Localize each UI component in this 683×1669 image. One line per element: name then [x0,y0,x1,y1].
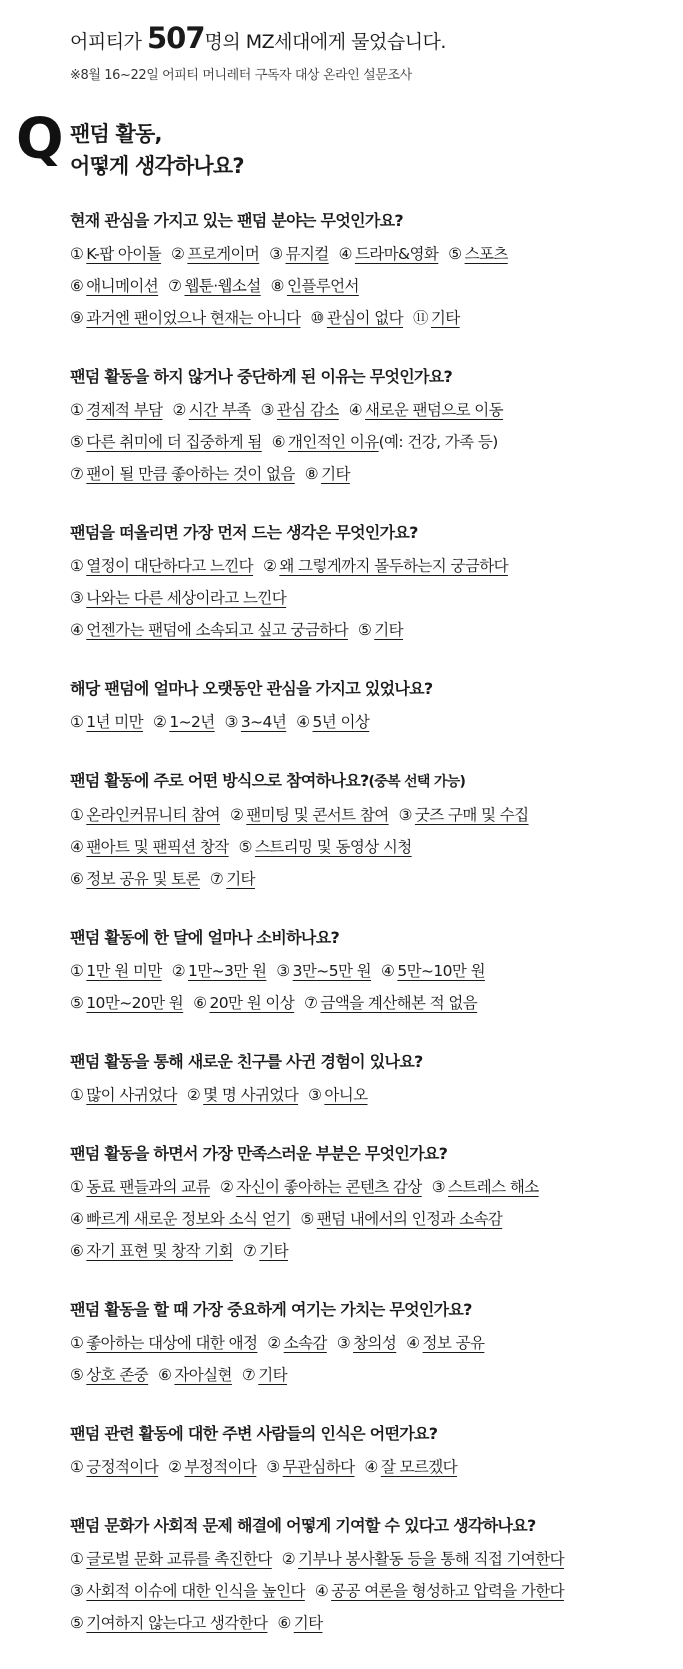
answer-option[interactable] [70,838,229,856]
answer-option[interactable] [187,1086,298,1104]
headline [70,18,446,62]
option-label: 사회적 이슈에 대한 인식을 높인다 [86,1582,305,1600]
option-label: 스포츠 [464,245,508,263]
option-number: ⑤ [70,994,84,1012]
answer-option[interactable] [239,838,412,856]
title-line-1: 팬덤 활동, [70,122,162,146]
option-label: 좋아하는 대상에 대한 애정 [86,1334,258,1352]
option-number: ① [70,1178,84,1196]
option-number: ① [70,1458,84,1476]
question-text [70,1513,670,1539]
answer-option[interactable] [230,806,389,824]
answer-option[interactable] [296,713,369,731]
option-row [70,799,670,831]
answer-option[interactable] [70,1366,148,1384]
answer-option[interactable] [70,962,162,980]
answer-option[interactable] [269,245,328,263]
option-number: ④ [338,245,352,263]
answer-option[interactable] [381,962,485,980]
answer-option[interactable] [315,1582,564,1600]
option-number: ⑥ [70,870,84,888]
option-number: ⑧ [304,465,319,483]
question-text [70,676,670,702]
question-text [70,208,670,234]
answer-option[interactable] [276,962,371,980]
option-label: 3~4년 [240,713,287,731]
answer-option[interactable] [432,1178,539,1196]
answer-option[interactable] [168,1458,256,1476]
option-number: ⑥ [271,433,286,451]
answer-option[interactable] [271,277,359,295]
option-label: 기타 [293,1614,323,1632]
option-number: ① [70,806,84,824]
option-label: 1년 미만 [86,713,144,731]
answer-option[interactable] [70,1458,158,1476]
answer-option[interactable] [70,1210,290,1228]
answer-option[interactable] [225,713,287,731]
option-row [70,1451,670,1483]
option-label: 정보 공유 [422,1334,485,1352]
option-label: 공공 여론을 형성하고 압력을 가한다 [331,1582,565,1600]
option-row [70,302,670,334]
option-row [70,582,670,614]
option-number: ③ [224,713,238,731]
answer-option[interactable] [193,994,294,1012]
option-label: 관심 감소 [276,401,339,419]
option-label: 온라인커뮤니티 참여 [86,806,220,824]
answer-option[interactable] [171,245,259,263]
option-number: ⑥ [193,994,207,1012]
option-row [70,955,670,987]
option-number: ② [229,806,244,824]
option-number: ④ [406,1334,420,1352]
question-block [70,520,670,646]
option-label: 굿즈 구매 및 수집 [414,806,529,824]
option-label: 동료 팬들과의 교류 [86,1178,210,1196]
answer-option[interactable] [263,557,508,575]
answer-option[interactable] [220,1178,422,1196]
headline-prefix: 어피티가 [70,31,147,53]
option-number: ⑤ [70,433,84,451]
option-number: ③ [336,1334,351,1352]
question-label: 현재 관심을 가지고 있는 팬덤 분야는 무엇인가요? [70,211,403,230]
answer-option[interactable] [70,1582,305,1600]
question-text [70,925,670,951]
option-label: 상호 존중 [86,1366,149,1384]
question-label: 팬덤 활동을 통해 새로운 친구를 사귄 경험이 있나요? [70,1052,423,1071]
option-label: 무관심하다 [282,1458,355,1476]
answer-option[interactable] [70,806,220,824]
option-number: ④ [70,1210,84,1228]
option-label: 스트리밍 및 동영상 시청 [254,838,412,856]
question-text [70,520,670,546]
option-label: 뮤지컬 [285,245,329,263]
question-label: 팬덤 활동을 할 때 가장 중요하게 여기는 가치는 무엇인가요? [70,1300,472,1319]
option-number: ⑥ [70,277,84,295]
section-title [70,118,244,182]
option-label: 빠르게 새로운 정보와 소식 얻기 [86,1210,291,1228]
option-label: 10만~20만 원 [86,994,184,1012]
option-number: ③ [266,1458,280,1476]
option-row [70,706,670,738]
option-row [70,1359,670,1391]
option-label: 다른 취미에 더 집중하게 됨 [86,433,262,451]
answer-option[interactable] [70,1334,257,1352]
answer-option[interactable] [261,401,339,419]
headline-suffix: 명의 MZ세대에게 물었습니다. [204,31,446,53]
option-row [70,1607,670,1639]
question-block [70,364,670,490]
option-row [70,1235,670,1267]
option-label: 드라마&영화 [354,245,439,263]
question-block [70,925,670,1019]
option-label: 20만 원 이상 [209,994,295,1012]
option-row [70,1171,670,1203]
option-number: ⑥ [158,1366,172,1384]
question-label: 팬덤 활동에 주로 어떤 방식으로 참여하나요? [70,771,369,790]
option-label: 언젠가는 팬덤에 소속되고 싶고 궁금하다 [86,621,348,639]
answer-option[interactable] [337,1334,396,1352]
option-number: ② [171,245,185,263]
option-label: 과거엔 팬이었으나 현재는 아니다 [86,309,301,327]
answer-option[interactable] [413,309,460,327]
answer-option[interactable] [70,433,262,451]
answer-option[interactable] [70,1178,210,1196]
option-label: 프로게이머 [187,245,260,263]
option-number: ② [168,1458,182,1476]
question-label: 팬덤 활동을 하지 않거나 중단하게 된 이유는 무엇인가요? [70,367,453,386]
option-number: ① [70,1334,84,1352]
answer-option[interactable] [70,1242,233,1260]
option-label: 자아실현 [174,1366,232,1384]
answer-option[interactable] [70,277,158,295]
option-label: 기타 [321,465,350,483]
question-label: 해당 팬덤에 얼마나 오랫동안 관심을 가지고 있었나요? [70,679,433,698]
question-text [70,1421,670,1447]
option-number: ① [70,245,84,263]
option-label: 자기 표현 및 창작 기회 [86,1242,233,1260]
answer-option[interactable] [272,433,498,451]
option-label: 많이 사귀었다 [86,1086,177,1104]
survey-note: ※8월 16~22일 어피티 머니레터 구독자 대상 온라인 설문조사 [70,68,412,83]
option-row [70,270,670,302]
answer-option[interactable] [70,245,161,263]
answer-option[interactable] [158,1366,232,1384]
option-number: ⑪ [413,309,428,327]
question-text [70,364,670,390]
option-label: 5만~10만 원 [397,962,485,980]
option-label: 기타 [374,621,403,639]
question-label: 팬덤 문화가 사회적 문제 해결에 어떻게 기여할 수 있다고 생각하나요? [70,1516,536,1535]
respondent-count: 507 [146,21,205,55]
option-number: ⑥ [70,1242,84,1260]
option-number: ③ [260,401,274,419]
q-mark: Q [16,107,64,172]
option-label: 경제적 부담 [86,401,163,419]
option-number: ④ [348,401,363,419]
option-number: ⑤ [70,1614,84,1632]
question-text [70,1049,670,1075]
option-number: ⑧ [270,277,284,295]
option-row [70,1327,670,1359]
option-number: ② [263,557,277,575]
answer-option[interactable] [70,309,301,327]
option-label: 팬아트 및 팬픽션 창작 [86,838,229,856]
option-label: 부정적이다 [184,1458,257,1476]
option-row [70,1079,670,1111]
option-number: ② [281,1550,296,1568]
option-label: 새로운 팬덤으로 이동 [365,401,504,419]
option-number: ② [172,401,186,419]
option-label: 몇 명 사귀었다 [203,1086,299,1104]
answer-option[interactable] [349,401,503,419]
option-number: ⑦ [209,870,224,888]
option-number: ③ [398,806,412,824]
option-number: ③ [431,1178,445,1196]
survey-header [70,18,446,83]
option-label: 금액을 계산해본 적 없음 [320,994,478,1012]
option-label: 관심이 없다 [326,309,404,327]
option-number: ④ [314,1582,329,1600]
option-row [70,1543,670,1575]
option-number: ③ [276,962,290,980]
option-row [70,238,670,270]
option-number: ⑩ [310,309,324,327]
option-label: 왜 그렇게까지 몰두하는지 궁금하다 [279,557,508,575]
option-number: ⑤ [300,1210,314,1228]
option-number: ⑤ [70,1366,84,1384]
option-number: ④ [381,962,395,980]
question-label: 팬덤 활동에 한 달에 얼마나 소비하나요? [70,928,340,947]
option-number: ② [186,1086,201,1104]
answer-option[interactable] [70,621,348,639]
question-text [70,768,670,795]
option-label: 팬이 될 만큼 좋아하는 것이 없음 [86,465,295,483]
question-block [70,768,670,895]
option-label: 나와는 다른 세상이라고 느낀다 [86,589,287,607]
option-label: 기타 [226,870,255,888]
option-label: 잘 모르겠다 [380,1458,458,1476]
option-number: ④ [364,1458,378,1476]
question-note: (중복 선택 가능) [368,774,466,790]
answer-option[interactable] [70,713,143,731]
option-number: ③ [70,1582,84,1600]
answer-option[interactable] [70,1086,177,1104]
option-row [70,1575,670,1607]
option-number: ① [70,1086,84,1104]
option-number: ⑥ [277,1614,291,1632]
answer-option[interactable] [70,465,295,483]
option-label: K-팝 아이돌 [86,245,162,263]
question-block [70,1141,670,1267]
title-line-2: 어떻게 생각하나요? [70,154,244,178]
option-label: 인플루언서 [286,277,359,295]
option-number: ⑦ [70,465,84,483]
option-number: ⑤ [238,838,252,856]
option-number: ① [70,557,84,575]
option-label: 1~2년 [169,713,215,731]
option-label: 기여하지 않는다고 생각한다 [86,1614,268,1632]
question-text [70,1141,670,1167]
answer-option[interactable] [70,401,163,419]
option-label: 1만~3만 원 [188,962,267,980]
answer-option[interactable] [242,1366,287,1384]
option-number: ⑦ [241,1366,256,1384]
question-label: 팬덤 활동을 하면서 가장 만족스러운 부분은 무엇인가요? [70,1144,448,1163]
option-number: ① [70,1550,84,1568]
option-row [70,394,670,426]
question-block [70,1297,670,1391]
answer-option[interactable] [308,1086,367,1104]
option-number: ② [219,1178,234,1196]
option-number: ⑤ [357,621,372,639]
option-number: ① [70,713,84,731]
option-label: 창의성 [353,1334,397,1352]
answer-option[interactable] [399,806,529,824]
option-row [70,831,670,863]
option-label: 개인적인 이유 [288,433,379,451]
answer-option[interactable] [339,245,439,263]
option-label: 팬덤 내에서의 인정과 소속감 [316,1210,503,1228]
option-label: 1만 원 미만 [86,962,162,980]
option-row [70,458,670,490]
option-number: ③ [70,589,84,607]
answer-option[interactable] [448,245,507,263]
option-label: 스트레스 해소 [448,1178,539,1196]
option-number: ① [70,401,84,419]
answer-option[interactable] [277,1614,322,1632]
option-row [70,426,670,458]
option-number: ⑤ [448,245,462,263]
option-label: 5년 이상 [312,713,370,731]
option-label: 팬미팅 및 콘서트 참여 [246,806,389,824]
answer-option[interactable] [210,870,255,888]
option-number: ③ [269,245,283,263]
option-number: ② [153,713,167,731]
question-block [70,676,670,738]
option-number: ④ [296,713,310,731]
option-label: 소속감 [283,1334,327,1352]
option-number: ② [171,962,186,980]
answer-option[interactable] [168,277,261,295]
answer-option[interactable] [70,994,183,1012]
option-label: 열정이 대단하다고 느낀다 [86,557,254,575]
question-block [70,1513,670,1639]
question-block [70,1421,670,1483]
question-block [70,208,670,334]
option-label: 시간 부족 [188,401,251,419]
answer-option[interactable] [70,557,253,575]
option-row [70,614,670,646]
option-number: ⑦ [304,994,318,1012]
answer-option[interactable] [282,1550,564,1568]
answer-option[interactable] [70,870,200,888]
answer-option[interactable] [70,1614,267,1632]
option-label: 글로벌 문화 교류를 촉진한다 [86,1550,272,1568]
answer-option[interactable] [406,1334,484,1352]
question-block [70,1049,670,1111]
option-label: 3만~5만 원 [292,962,372,980]
option-label: 기타 [258,1366,287,1384]
option-label: 기타 [259,1242,289,1260]
option-number: ④ [70,621,84,639]
question-label: 팬덤 관련 활동에 대한 주변 사람들의 인식은 어떤가요? [70,1424,438,1443]
option-label: 아니오 [324,1086,368,1104]
answer-option[interactable] [300,1210,502,1228]
answer-option[interactable] [358,621,403,639]
question-label: 팬덤을 떠올리면 가장 먼저 드는 생각은 무엇인가요? [70,523,418,542]
answer-option[interactable] [243,1242,288,1260]
answer-option[interactable] [305,465,350,483]
answer-option[interactable] [267,1334,326,1352]
answer-option[interactable] [304,994,477,1012]
option-row [70,550,670,582]
option-number: ④ [70,838,84,856]
option-number: ③ [308,1086,322,1104]
option-row [70,863,670,895]
answer-option[interactable] [173,401,251,419]
answer-option[interactable] [365,1458,458,1476]
answer-option[interactable] [70,1550,272,1568]
option-label: 기부나 봉사활동 등을 통해 직접 기여한다 [298,1550,565,1568]
option-number: ① [70,962,84,980]
answer-option[interactable] [172,962,267,980]
question-list [70,208,670,1669]
option-label: 애니메이션 [86,277,159,295]
question-text [70,1297,670,1323]
option-number: ⑦ [242,1242,257,1260]
answer-option[interactable] [266,1458,354,1476]
option-label: 기타 [430,309,460,327]
option-number: ⑦ [168,277,182,295]
answer-option[interactable] [311,309,404,327]
answer-option[interactable] [153,713,215,731]
option-label: 긍정적이다 [86,1458,159,1476]
option-label: 정보 공유 및 토론 [86,870,200,888]
option-label: 웹툰·웹소설 [184,277,261,295]
option-row [70,987,670,1019]
option-row [70,1203,670,1235]
option-number: ② [267,1334,281,1352]
option-label: 자신이 좋아하는 콘텐츠 감상 [236,1178,422,1196]
option-extra: (예: 건강, 가족 등) [378,433,498,451]
option-number: ⑨ [70,309,84,327]
answer-option[interactable] [70,589,286,607]
